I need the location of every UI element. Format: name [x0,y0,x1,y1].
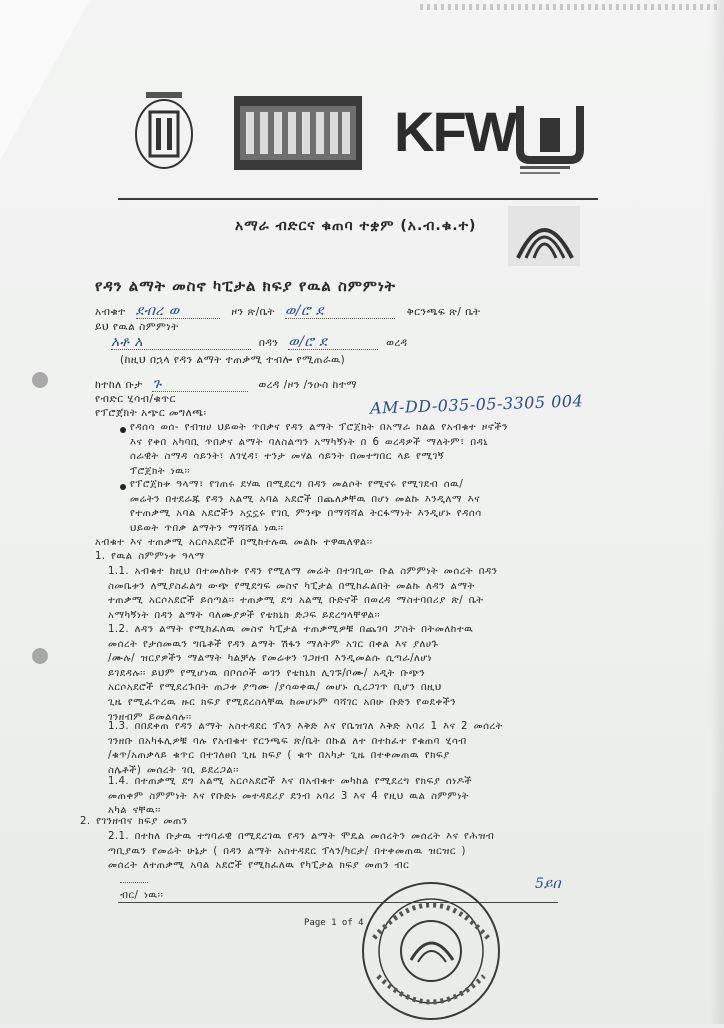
paragraph-bullet-1: የዳሰሳ ወሰ- የብዝሀ ህይወት ጥበቃና የዳን ልማት ፕሮጀክት በአማራ ክልል የአብቁተ ዞኖችን እና የቀበ አካባቢ ጥበቃና ልማት ባለስልጣን አማካኝነት በ 6 ወረዳዎች ማለትም፣ በዳኒ ሰራዊት ስማዳ ሳይንት፣ ለገሂዳ፣ ተንታ መሃል ሳይንት በመተግበር ላይ የሚገኝ ፕሮጀክት ነዉ፡፡ [130,422,508,477]
form-line-7: የፕሮጀክት አጭር መግለጫ፡ [95,407,207,419]
handwritten-beneficiary: አቶ አ [111,336,251,350]
partner-logo-icon [514,98,586,178]
bullet-1 [120,427,126,433]
official-stamp-icon [356,878,506,1028]
label-woreda: ወረዳ [386,337,408,349]
page-number: Page 1 of 4 [304,918,364,928]
folded-corner [0,0,90,160]
organization-name: አማራ ብድርና ቁጠባ ተቋም (አ.ብ.ቁ.ተ) [235,218,477,234]
label-acsi: አብቁተ [95,306,126,318]
kfw-logo-text: KFW [394,100,516,163]
label-loan-account: የብድር ሂሳብ/ቁጥር [95,393,176,405]
punch-hole-top [32,372,48,388]
form-line-6 [95,393,176,406]
clause-2-1: 2.1. በተከለ ቡታዉ ተግባራዊ በሚደረገዉ የዳን ልማት ሞዴል መሰረትን መሰረት እና የሕዝብ ጣቢያዉን የመሬት ሁኔታ ( በዳን ልማት አስተዳደር ፕላን/ካርታ/ በተቀመጠዉ ዝርዝር ) መሰረት ለተጠቃሚ አባል አደሮች የሚከፈለዉ የካፒታል ክፍያ መጠን ብር [108,831,495,872]
label-woreda-zone: ወረዳ /ዞን /ንዑስ ከተማ [258,379,358,391]
amhara-emblem-icon [132,86,196,170]
paragraph-bullet-2: የፕሮጀክቱ ዓላማ፣ የገጠሩ ደሃዉ በሚደርግ በዳን መልሶት የሚኖሩ የሚገደብ ሰዉ/ መሬትን በተደራጁ የዳን አልሚ አባል አደሮች በጨለቃቸዉ በሆነ መልኩ እንዲለማ እና የተጠቃሚ አባል አደሮችን አኗኗሩ የገቢ ምንጭ በማሻሻል ትርፋማነት እንዲሆኑ የዳሰሳ ህይወት ጥበቃ ልማትን ማሻሻል ነዉ፡፡ [130,479,482,534]
top-edge-marks [420,4,720,10]
handwritten-zone: ወ/ሮ ደ [285,305,395,319]
document-title: የዳን ልማት መስኖ ካፒታል ክፍያ የዉል ስምምነት [95,277,396,295]
section-1-heading: 1. የዉል ስምምነቱ ዓላማ [95,551,205,562]
label-zone-office: ዞን ጽ/ቤት [231,306,276,318]
header-logos [132,80,592,180]
handwritten-woreda: ወ/ሮ ደ [288,336,378,350]
clause-1-1: 1.1. አብቁተ ከዚህ በተመለከቱ የዳን የሚለማ መሬት በተገቢው ቡል ስምምነት መሰረት በዳን ስመቤቱን ለሚያስፈልግ ውጭ የሚደግፍ መስኖ ካፒታል በሚከፈልበት መልኩ ለዳን ልማት ተጠቃሚ አርሶአደሮች ይሰጣል፡፡ ተጠቃሚ ደግ አልሚ ቡድኖች በወረዳ ማስተባበሪያ ጽ/ ቤት አማካኝነት በዳን ልማት ባለሙያዎች የቴክኒክ ድጋፍ ይደረግላቸዋል፡፡ [108,566,498,621]
clause-1-2: 1.2. ለዳን ልማት የሚከፈለዉ መስኖ ካፒታል ተጠቃሚዎቹ በጨገባ ፖስት በትመለከተዉ መሰረት የታሰመዉን ግቤቶች የዳን ልማት ሽፋን ማለትም አገር በቀል እና ያለሀጉ /ሙሉ/ ዝርያዎችን ማልማት ካልቻሉ የመሬቱን ገጋዘብ እንዲመልሱ ሲጣራ/ለሆነ ይገደዳሉ፡፡ ይህም የሚሆነዉ በቦሰሶች ወገን የቴክኒክ ሊገኙ/ቦሙ/ አዲት ቡጭን አርሶአደሮች የሚደረጉበት ጠጋቱ ያጣሙ /ያሳወቀዉ/ መሆኑ ሲረጋገጥ ቢሆን በዚህ ጊዜ የሚፈጥረዉ ዙር ክፍያ የሚደረስላቸዉ ከመሆኑም ባሻገር አበሁ ቡድን የወደቀችን ገንዘብም ይመልሳሉ፡፡ [108,624,474,723]
label-forest: በዳን [258,337,279,349]
clause-1-4: 1.4. በተጠቃሚ ደግ አልሚ አርሶአደሮች እና በአብቁተ መካከል የሚደረግ የክፍያ ሰነዶች መጠቀም ስምምነት እና የቡድኑ መተዳደሪያ ደንብ አባሪ 3 እና 4 የዚህ ዉል ስምምነት አካል ናቸዉ፡፡ [108,776,473,817]
form-line-1 [95,305,481,319]
form-line-5 [95,378,357,392]
handwritten-initials: 5ይበ [535,876,561,892]
clause-1-3: 1.3. በበደቀጠ የዳን ልማት አስተዳደር ፕላን እቅድ እና የቤዝገለ እቅድ አባሪ 1 እና 2 መሰረት ገንዘቡ በአካፋሊዎቹ ባሉ የአብቁተ የርንጫፍ ጽ/ቤት በኩል ለተ በተከፈተ የቁጠባ ሂሳብ /ቁጥ/አጠቃላይ ቁጥር በተገለፀበ ጊዜ ክፍያ ( ቁጥ በአካታ ጊዜ በተቀመጠዉ የክፍያ ስሌቶች) መሰረት ገቢ ይደረጋል፡፡ [108,721,503,776]
handwritten-kebele: ጉ [152,378,248,392]
form-line-3 [95,336,408,350]
label-kebele: ከተከለ ቡታ [95,379,143,391]
clause-2-1-amount: ብር/ ነዉ፡፡ [120,874,163,903]
bullet-2 [120,484,126,490]
intro-line: አብቁተ እና ተጠቃሚ አርሶአደሮች በሚከተሉዉ መልኩ ተዋዉለዋል፡፡ [95,537,373,548]
header-rule [118,198,598,200]
handwritten-branch: ደብረ ወ [136,305,220,319]
page-edge-shadow [710,0,724,1024]
label-branch-office: ቅርንጫፍ ጽ/ ቤት [406,306,481,318]
punch-hole-bottom [32,648,48,664]
section-2-heading: 2. የገንዘብና ክፍያ መጠን [80,816,188,827]
handwritten-account-number: AM-DD-035-05-3305 004 [369,391,584,418]
acsi-emblem-icon [508,206,580,270]
kfw-logo [394,102,516,162]
form-line-4: (ከዚህ በኋላ የዳን ልማት ተጠቃሚ ተብሎ የሚጠራዉ) [120,354,346,366]
bmz-logo-icon [234,96,362,170]
form-line-2: ይህ የዉል ስምምነት [95,321,179,333]
